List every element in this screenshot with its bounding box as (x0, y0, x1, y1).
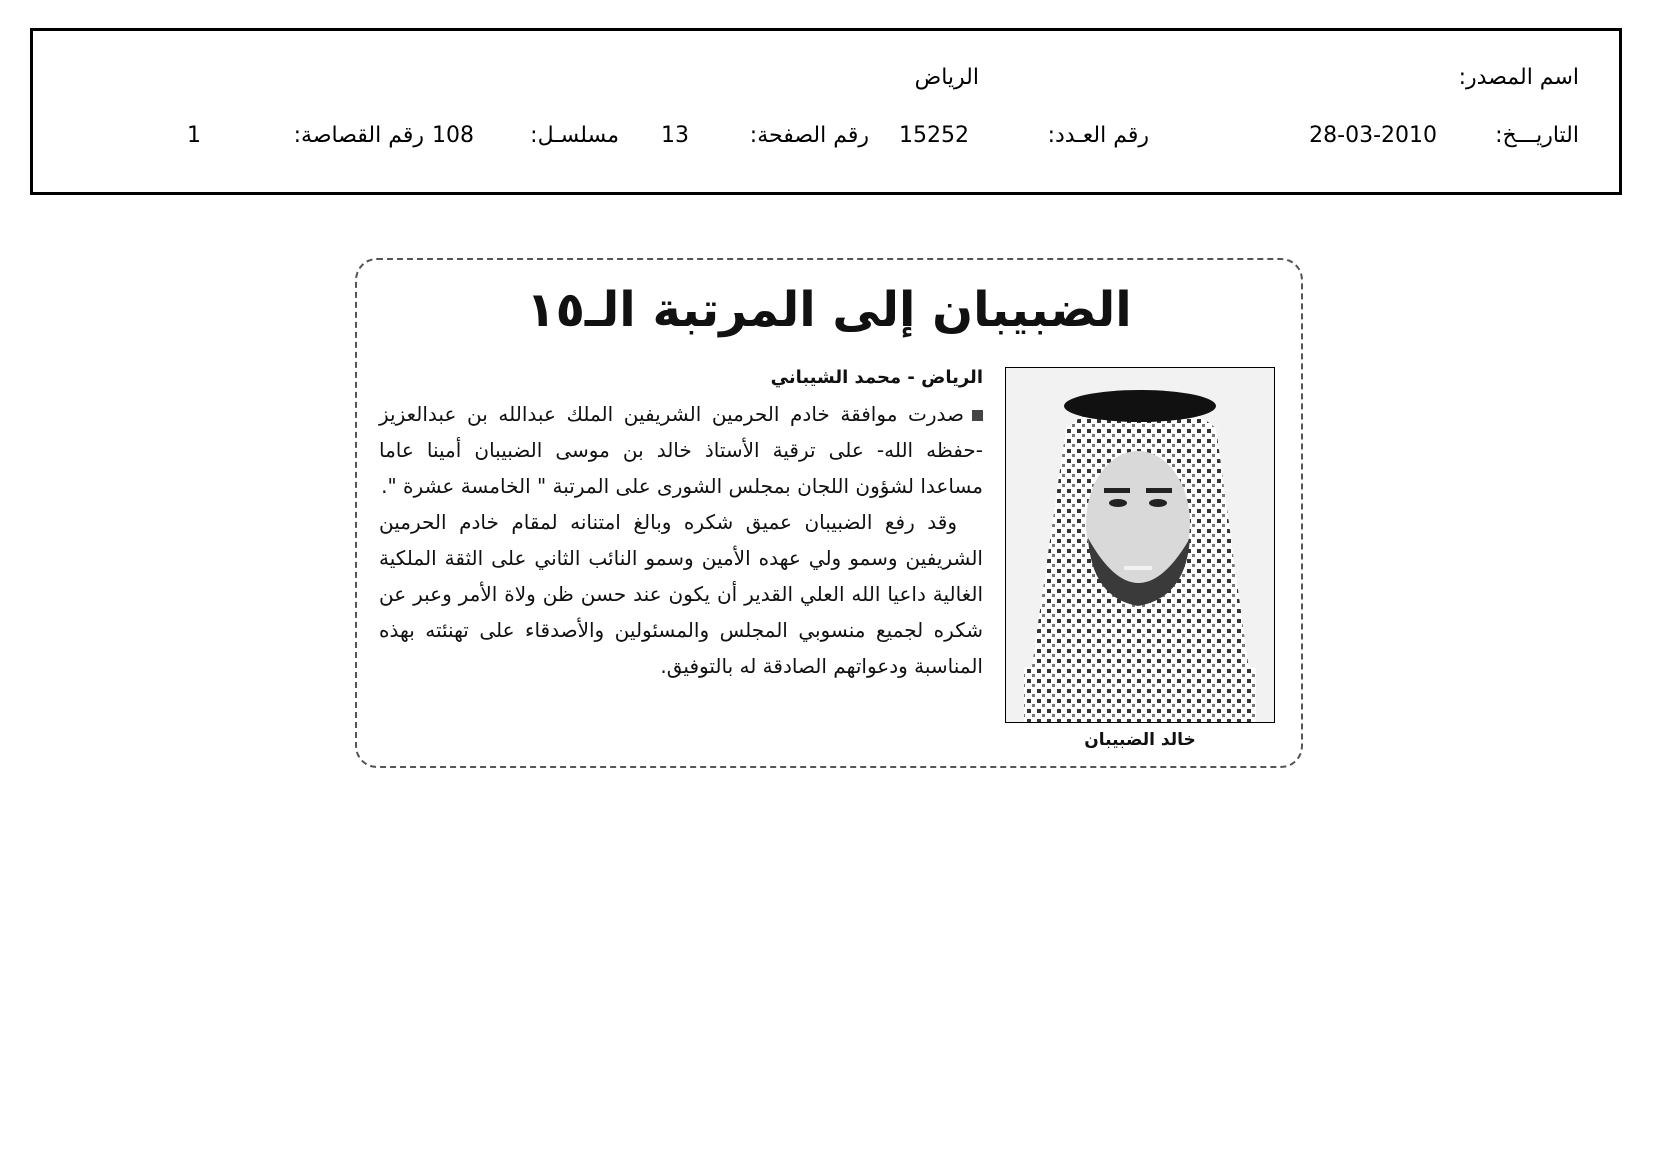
clip-number-value: 1 (187, 123, 201, 148)
article-headline: الضبيبان إلى المرتبة الـ١٥ (526, 282, 1132, 338)
serial-value: 108 (432, 123, 474, 148)
source-value: الرياض (914, 65, 979, 90)
newspaper-clipping (355, 258, 1303, 768)
date-label: التاريـــخ: (1495, 123, 1579, 148)
issue-value: 15252 (899, 123, 969, 148)
date-value: 28-03-2010 (1309, 123, 1437, 148)
page-label: رقم الصفحة: (749, 123, 869, 148)
portrait-photo (1005, 367, 1275, 723)
article-byline: الرياض - محمد الشيباني (770, 367, 983, 388)
article-paragraph-1 (379, 396, 983, 504)
square-bullet-icon (972, 410, 983, 421)
article-paragraph-2: وقد رفع الضبيبان عميق شكره وبالغ امتنانه لمقام خادم الحرمين الشريفين وسمو ولي عهده الأمين وسمو النائب الثاني على الثقة الملكية الغالية داعيا الله العلي القدير أن يكون عند حسن ظن ولاة الأمر وعبر عن شكره لجميع منسوبي المجلس والمسئولين والأصدقاء على تهنئته بهذه المناسبة ودعواتهم الصادقة له بالتوفيق. (379, 510, 983, 678)
serial-label: مسلسـل: (530, 123, 619, 148)
article-body (379, 367, 983, 684)
clip-number-label: رقم القصاصة: (293, 123, 424, 148)
paragraph-1-text: صدرت موافقة خادم الحرمين الشريفين الملك عبدالله بن عبدالعزيز -حفظه الله- على ترقية الأستاذ خالد بن موسى الضبيبان أمينا عاما مساعدا لشؤون اللجان بمجلس الشورى على المرتبة " الخامسة عشرة ". (379, 402, 983, 498)
photo-caption: خالد الضبيبان (1084, 730, 1196, 750)
clipping-metadata-box (30, 28, 1622, 195)
portrait-illustration (1006, 368, 1274, 722)
issue-label: رقم العـدد: (1047, 123, 1149, 148)
page-value: 13 (661, 123, 689, 148)
source-label: اسم المصدر: (1458, 65, 1579, 90)
